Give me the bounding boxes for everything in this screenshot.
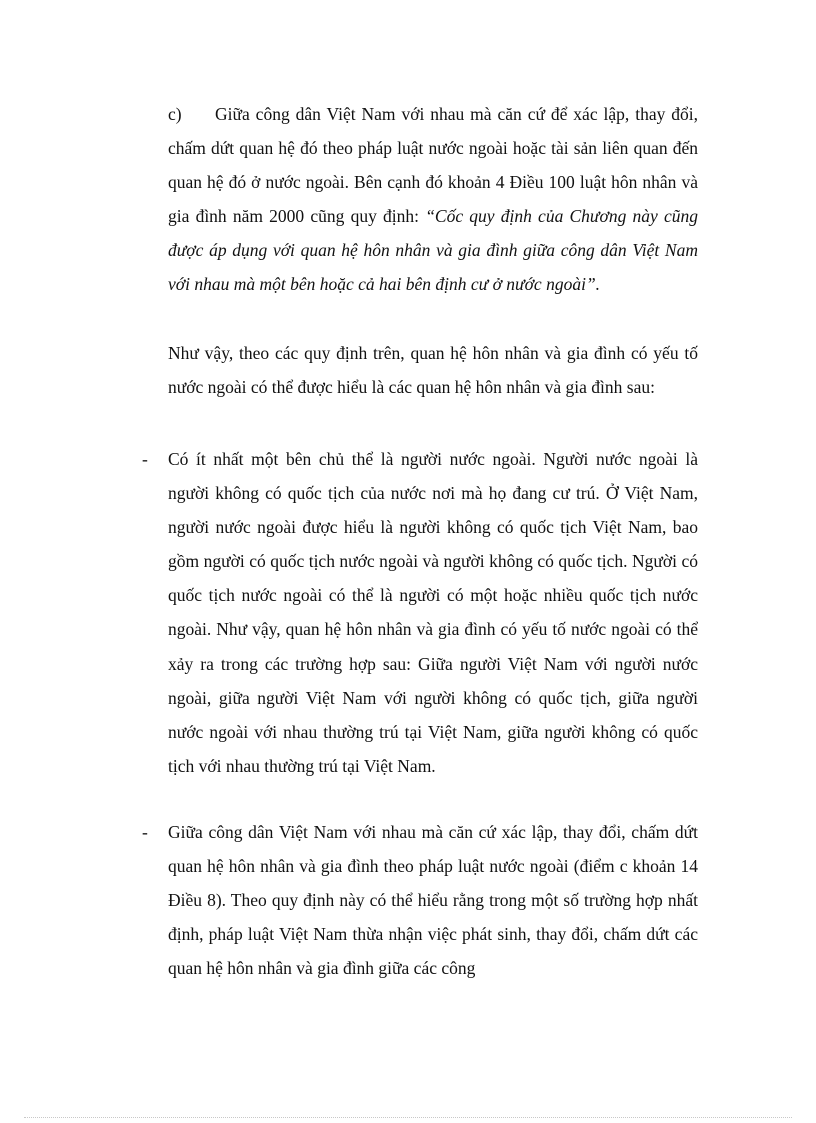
bullet-1-dash: - <box>142 449 148 469</box>
paragraph-c-quote: “Cốc quy định của Chương này cũng được áp dụng với quan hệ hôn nhân và gia đình giữa công dân Việt Nam với nhau mà một bên hoặc cả hai bên định cư ở nước ngoài”. <box>168 206 698 295</box>
paragraph-c <box>168 97 698 302</box>
page-bottom-divider <box>24 1117 792 1118</box>
bullet-1-text: Có ít nhất một bên chủ thể là người nước ngoài. Người nước ngoài là người không có quốc tịch của nước nơi mà họ đang cư trú. Ở Việt Nam, người nước ngoài được hiểu là người không có quốc tịch Việt Nam, bao gồm người có quốc tịch nước ngoài và người không có quốc tịch. Người có quốc tịch nước ngoài có thể là người có một hoặc nhiều quốc tịch nước ngoài. Như vậy, quan hệ hôn nhân và gia đình có yếu tố nước ngoài có thể xảy ra trong các trường hợp sau: Giữa người Việt Nam với người nước ngoài, giữa người Việt Nam với người không có quốc tịch, giữa người nước ngoài với nhau thường trú tại Việt Nam, giữa người không có quốc tịch với nhau thường trú tại Việt Nam. <box>168 449 698 776</box>
paragraph-c-marker: c) <box>168 104 182 124</box>
bullet-2-dash: - <box>142 822 148 842</box>
bullet-2-text: Giữa công dân Việt Nam với nhau mà căn cứ xác lập, thay đổi, chấm dứt quan hệ hôn nhân và gia đình theo pháp luật nước ngoài (điểm c khoản 14 Điều 8). Theo quy định này có thể hiểu rằng trong một số trường hợp nhất định, pháp luật Việt Nam thừa nhận việc phát sinh, thay đổi, chấm dứt các quan hệ hôn nhân và gia đình giữa các công <box>168 822 698 979</box>
summary-paragraph: Như vậy, theo các quy định trên, quan hệ hôn nhân và gia đình có yếu tố nước ngoài có thể được hiểu là các quan hệ hôn nhân và gia đình sau: <box>168 343 698 398</box>
paragraph-c-text: Giữa công dân Việt Nam với nhau mà căn cứ để xác lập, thay đổi, chấm dứt quan hệ đó theo pháp luật nước ngoài hoặc tài sản liên quan đến quan hệ đó ở nước ngoài. Bên cạnh đó khoản 4 Điều 100 luật hôn nhân và gia đình năm 2000 cũng quy định: <box>168 104 698 227</box>
